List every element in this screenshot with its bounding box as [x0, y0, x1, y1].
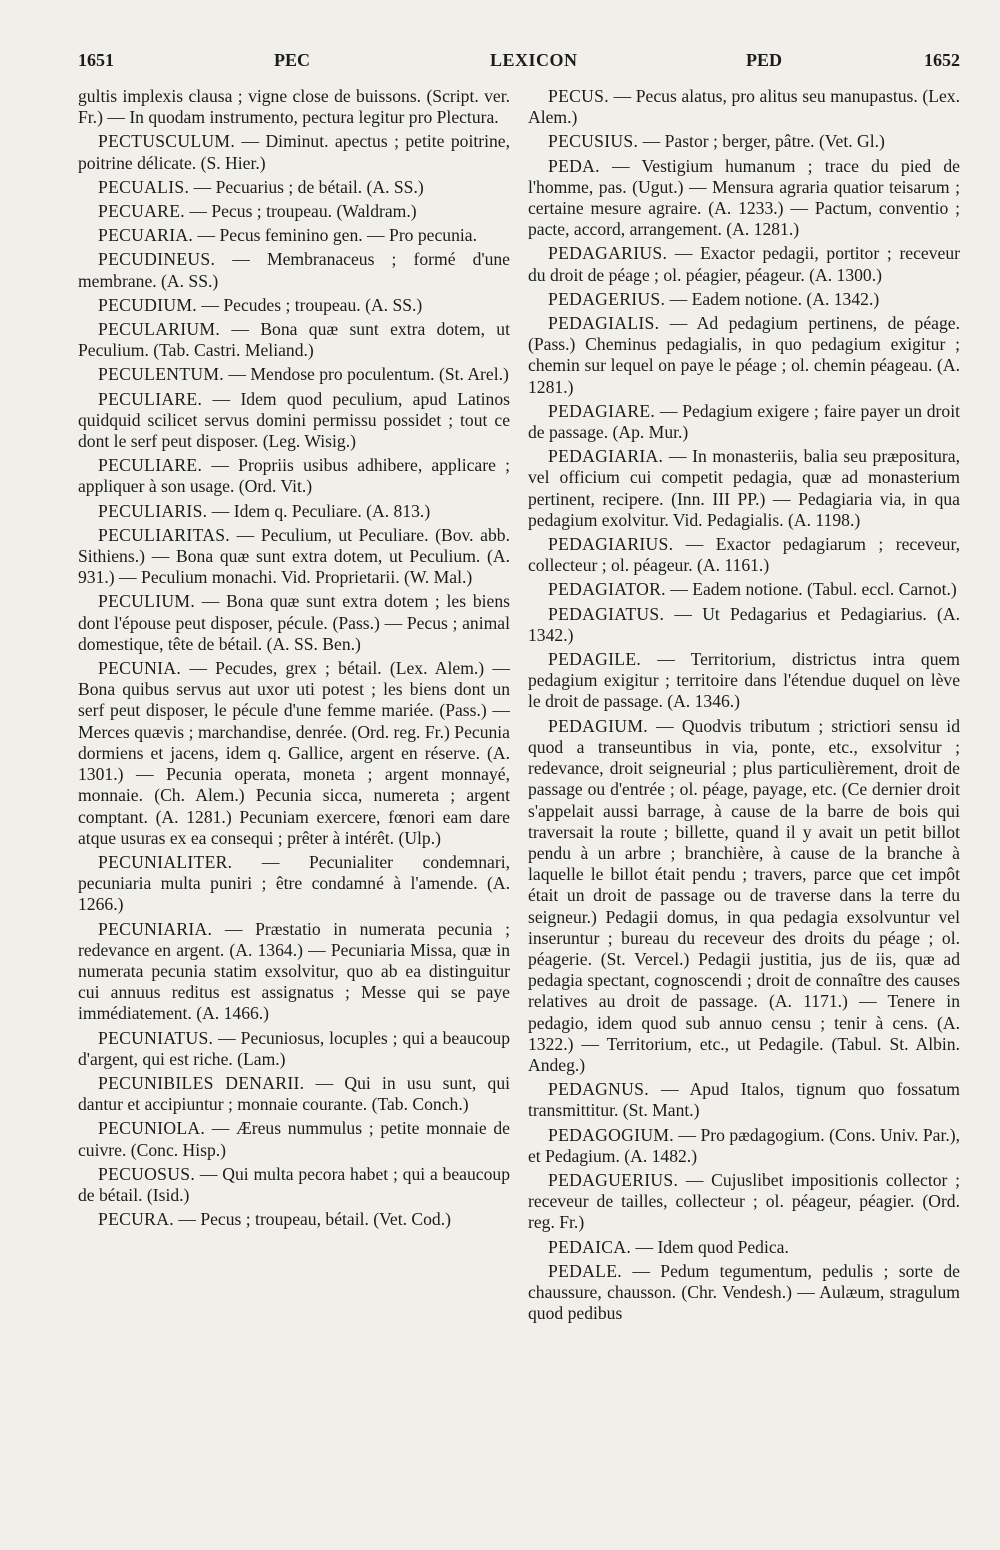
entry-headword: PECUNIALITER.	[98, 851, 233, 872]
entry-headword: PECULIARE.	[98, 455, 203, 476]
entry-text: — Eadem notione. (A. 1342.)	[669, 288, 880, 309]
entry-headword: PEDAGILE.	[548, 649, 642, 670]
dictionary-entry	[528, 534, 960, 576]
dictionary-entry	[78, 86, 510, 128]
dictionary-entry	[78, 658, 510, 849]
dictionary-entry	[78, 1028, 510, 1070]
entry-text: — Apud Italos, tignum quo fossatum transmittitur. (St. Mant.)	[528, 1079, 960, 1121]
dictionary-entry	[528, 243, 960, 285]
entry-text: — Pecus ; troupeau, bétail. (Vet. Cod.)	[178, 1209, 451, 1230]
entry-headword: PEDAGIUM.	[548, 715, 648, 736]
dictionary-entry	[528, 1125, 960, 1167]
entry-headword: PEDAGIALIS.	[548, 313, 660, 334]
left-column	[78, 86, 510, 1536]
entry-headword: PEDAGERIUS.	[548, 288, 666, 309]
entry-headword: PECULIARIS.	[98, 500, 208, 521]
entry-text: — Pecus feminino gen. — Pro pecunia.	[197, 225, 477, 246]
dictionary-entry	[78, 1164, 510, 1206]
entry-text: — Qui in usu sunt, qui dantur et accipiuntur ; monnaie courante. (Tab. Conch.)	[78, 1072, 510, 1115]
dictionary-entry	[528, 579, 960, 600]
entry-headword: PECULIARITAS.	[98, 524, 231, 545]
entry-headword: PECUNIATUS.	[98, 1027, 214, 1048]
dictionary-entry	[528, 156, 960, 241]
guide-word-left: PEC	[274, 50, 310, 70]
entry-text: — Pecudes, grex ; bétail. (Lex. Alem.) — Bona quibus servus aut uxor uti potest ; les biens dont un serf peut disposer, le pécule d'une femme mariée. (Pass.) — Merces quævis ; marchandise, denrée. (Ord. reg. Fr.) Pecunia dormiens et jacens, idem q. Gallice, argent en réserve. (A. 1301.) — Pecunia operata, moneta ; argent monnayé, monnaie. (Ch. Alem.) Pecunia sicca, numereta ; argent comptant. (A. 1281.) Pecuniam exercere, fœnori eam dare atque usuras ex ea consequi ; prêter à intérêt. (Ulp.)	[78, 658, 510, 848]
dictionary-entry	[528, 1261, 960, 1325]
entry-text: — Pedagium exigere ; faire payer un droit de passage. (Ap. Mur.)	[528, 400, 960, 443]
entry-text: — Pecus alatus, pro alitus seu manupastus. (Lex. Alem.)	[528, 86, 960, 128]
entry-headword: PECULARIUM.	[98, 319, 221, 340]
dictionary-entry	[78, 919, 510, 1025]
entry-text: — Pecus ; troupeau. (Waldram.)	[189, 201, 417, 222]
running-title: LEXICON	[490, 50, 578, 70]
dictionary-entry	[528, 313, 960, 398]
dictionary-entry	[78, 852, 510, 916]
entry-headword: PECTUSCULUM.	[98, 131, 236, 152]
entry-headword: PEDAGUERIUS.	[548, 1169, 679, 1190]
entry-headword: PECUNIOLA.	[98, 1118, 206, 1139]
entry-text: — Pecunialiter condemnari, pecuniaria multa puniri ; être condamné à l'amende. (A. 1266.)	[78, 851, 510, 915]
entry-text: — Æreus nummulus ; petite monnaie de cuivre. (Conc. Hisp.)	[78, 1118, 510, 1160]
dictionary-entry	[78, 389, 510, 453]
page-number-left: 1651	[78, 50, 114, 70]
entry-text: — Ut Pedagarius et Pedagiarius. (A. 1342.)	[528, 603, 960, 645]
entry-text: — Diminut. apectus ; petite poitrine, poitrine délicate. (S. Hier.)	[78, 131, 510, 173]
page-header	[78, 50, 960, 84]
entry-text: — Pecudes ; troupeau. (A. SS.)	[201, 294, 423, 315]
entry-text: gultis implexis clausa ; vigne close de buissons. (Script. ver. Fr.) — In quodam instrumento, pectura legitur pro Plectura.	[78, 86, 510, 128]
entry-headword: PECULIARE.	[98, 388, 203, 409]
entry-text: — Pastor ; berger, pâtre. (Vet. Gl.)	[642, 131, 885, 152]
entry-text: — Peculium, ut Peculiare. (Bov. abb. Sithiens.) — Bona quæ sunt extra dotem, ut Peculium. (A. 931.) — Peculium monachi. Vid. Proprietarii. (W. Mal.)	[78, 524, 510, 588]
entry-headword: PEDAGIARIA.	[548, 446, 664, 467]
entry-text: — Propriis usibus adhibere, applicare ; appliquer à son usage. (Ord. Vit.)	[78, 455, 510, 497]
entry-headword: PECUOSUS.	[98, 1163, 196, 1184]
dictionary-entry	[78, 364, 510, 385]
dictionary-entry	[528, 649, 960, 713]
dictionary-entry	[78, 591, 510, 655]
entry-text: — Pro pædagogium. (Cons. Univ. Par.), et Pedagium. (A. 1482.)	[528, 1124, 960, 1166]
entry-text: — Bona quæ sunt extra dotem ; les biens dont l'épouse peut disposer, pécule. (Pass.) — Pecus ; animal domestique, tête de bétail. (A. SS. Ben.)	[78, 591, 510, 654]
guide-word-right: PED	[746, 50, 782, 70]
entry-text: — Ad pedagium pertinens, de péage. (Pass.) Cheminus pedagialis, in quo pedagium exigitur ; chemin sur lequel on paye le péage ; ol. chemin péageau. (A. 1281.)	[528, 313, 960, 397]
dictionary-entry	[528, 1079, 960, 1121]
entry-headword: PECUARIA.	[98, 225, 194, 246]
entry-headword: PECULENTUM.	[98, 364, 224, 385]
dictionary-entry	[528, 604, 960, 646]
dictionary-entry	[528, 1237, 960, 1258]
dictionary-entry	[528, 86, 960, 128]
entry-headword: PEDAGIARIUS.	[548, 534, 674, 555]
dictionary-entry	[78, 295, 510, 316]
dictionary-entry	[78, 1118, 510, 1160]
entry-headword: PEDAGIARE.	[548, 400, 656, 421]
entry-text: — Idem quod peculium, apud Latinos quidquid scilicet servus domini permissu possidet ; tout ce dont le serf peut disposer. (Leg. Wisig.)	[78, 388, 510, 452]
entry-headword: PEDA.	[548, 155, 600, 176]
entry-headword: PECUDINEUS.	[98, 249, 216, 270]
dictionary-entry	[78, 501, 510, 522]
page-number-right: 1652	[924, 50, 960, 70]
entry-headword: PECUS.	[548, 86, 609, 106]
entry-text: — Præstatio in numerata pecunia ; redevance en argent. (A. 1364.) — Pecuniaria Missa, quæ in numerata pecunia statim exsolvitur, quo ab ea distinguitur cui annuus reditus est assignatus ; Messe qui se paye immédiatement. (A. 1466.)	[78, 918, 510, 1024]
entry-text: — Exactor pedagiarum ; receveur, collecteur ; ol. péageur. (A. 1161.)	[528, 534, 960, 576]
entry-text: — Exactor pedagii, portitor ; receveur du droit de péage ; ol. péagier, péageur. (A. 1300.)	[528, 243, 960, 285]
entry-text: — In monasteriis, balia seu præpositura, vel officium cui competit pedagia, quæ ad monasterium pertinent, recipere. (Inn. III PP.) — Pedagiaria via, in qua pedagium exolvitur. Vid. Pedagialis. (A. 1198.)	[528, 446, 960, 530]
entry-headword: PECUNIARIA.	[98, 918, 213, 939]
entry-text: — Mendose pro poculentum. (St. Arel.)	[228, 364, 509, 385]
entry-headword: PEDAGNUS.	[548, 1079, 649, 1100]
entry-headword: PEDAICA.	[548, 1236, 632, 1257]
entry-headword: PEDAGARIUS.	[548, 243, 668, 264]
dictionary-entry	[78, 1209, 510, 1230]
dictionary-entry	[78, 249, 510, 291]
dictionary-entry	[78, 319, 510, 361]
dictionary-entry	[78, 455, 510, 497]
dictionary-entry	[78, 177, 510, 198]
entry-headword: PECUARE.	[98, 201, 185, 222]
entry-text: — Cujuslibet impositionis collector ; receveur de tailles, collecteur ; ol. péageur, péagier. (Ord. reg. Fr.)	[528, 1169, 960, 1233]
entry-headword: PECUALIS.	[98, 176, 190, 197]
dictionary-entry	[78, 1073, 510, 1115]
entry-headword: PEDAGOGIUM.	[548, 1124, 674, 1145]
entry-text: — Membranaceus ; formé d'une membrane. (A. SS.)	[78, 249, 510, 291]
dictionary-entry	[528, 289, 960, 310]
entry-text: — Quodvis tributum ; strictiori sensu id quod a transeuntibus in via, ponte, etc., exsolvitur ; redevance, droit seigneurial ; plus particulièrement, droit de passage ou d'entrée ; ol. péage, payage, etc. (Ce dernier droit s'appelait aussi barrage, à cause de la barre de bois qui traversait la route ; billette, quand il y avait un petit billot pendu à un arbre ; branchière, à cause de la branche à laquelle le billot était pendu ; travers, parce que cet impôt était un droit de passage ou de traverse dans la terre du seigneur.) Pedagii domus, in qua pedagia exsolvuntur vel inseruntur ; bureau du receveur des droits du péage ; ol. péagerie. (St. Vercel.) Pedagii justitia, jus de iis, quæ ad pedagia spectant, cognoscendi ; droit de connaître des causes relatives au droit de passage. (A. 1171.) — Tenere in pedagio, idem quod sub annuo censu ; tenir à cens. (A. 1322.) — Territorium, etc., ut Pedagile. (Tabul. St. Albin. Andeg.)	[528, 715, 960, 1075]
dictionary-entry	[78, 131, 510, 173]
entry-text: — Vestigium humanum ; trace du pied de l'homme, pas. (Ugut.) — Mensura agraria quatior teisarum ; certaine mesure agraire. (A. 1233.) — Pactum, conventio ; pacte, accord, arrangement. (A. 1281.)	[528, 155, 960, 240]
entry-headword: PECUSIUS.	[548, 131, 639, 152]
entry-text: — Pedum tegumentum, pedulis ; sorte de chaussure, chausson. (Chr. Vendesh.) — Aulæum, stragulum quod pedibus	[528, 1260, 960, 1324]
entry-headword: PECULIUM.	[98, 591, 196, 612]
entry-text: — Pecuniosus, locuples ; qui a beaucoup d'argent, qui est riche. (Lam.)	[78, 1027, 510, 1069]
dictionary-entry	[78, 225, 510, 246]
dictionary-entry	[528, 401, 960, 443]
entry-text: — Idem quod Pedica.	[635, 1236, 789, 1257]
dictionary-entry	[528, 716, 960, 1076]
entry-headword: PEDAGIATOR.	[548, 579, 666, 600]
entry-headword: PECUDIUM.	[98, 294, 197, 315]
dictionary-entry	[78, 201, 510, 222]
entry-text: — Pecuarius ; de bétail. (A. SS.)	[193, 176, 424, 197]
dictionary-entry	[528, 131, 960, 152]
entry-text: — Idem q. Peculiare. (A. 813.)	[211, 500, 431, 521]
entry-headword: PECUNIA.	[98, 658, 182, 679]
entry-headword: PEDAGIATUS.	[548, 603, 665, 624]
entry-headword: PECUNIBILES DENARII.	[98, 1072, 305, 1093]
entry-text: — Bona quæ sunt extra dotem, ut Peculium. (Tab. Castri. Meliand.)	[78, 319, 510, 361]
right-column	[528, 86, 960, 1536]
entry-headword: PEDALE.	[548, 1260, 622, 1281]
entry-text: — Qui multa pecora habet ; qui a beaucoup de bétail. (Isid.)	[78, 1163, 510, 1205]
dictionary-entry	[528, 446, 960, 531]
entry-text: — Eadem notione. (Tabul. eccl. Carnot.)	[670, 579, 957, 600]
dictionary-entry	[528, 1170, 960, 1234]
entry-headword: PECURA.	[98, 1209, 174, 1230]
entry-text: — Territorium, districtus intra quem pedagium exigitur ; territoire dans l'étendue duquel on lève le droit de passage. (A. 1346.)	[528, 649, 960, 712]
dictionary-entry	[78, 525, 510, 589]
